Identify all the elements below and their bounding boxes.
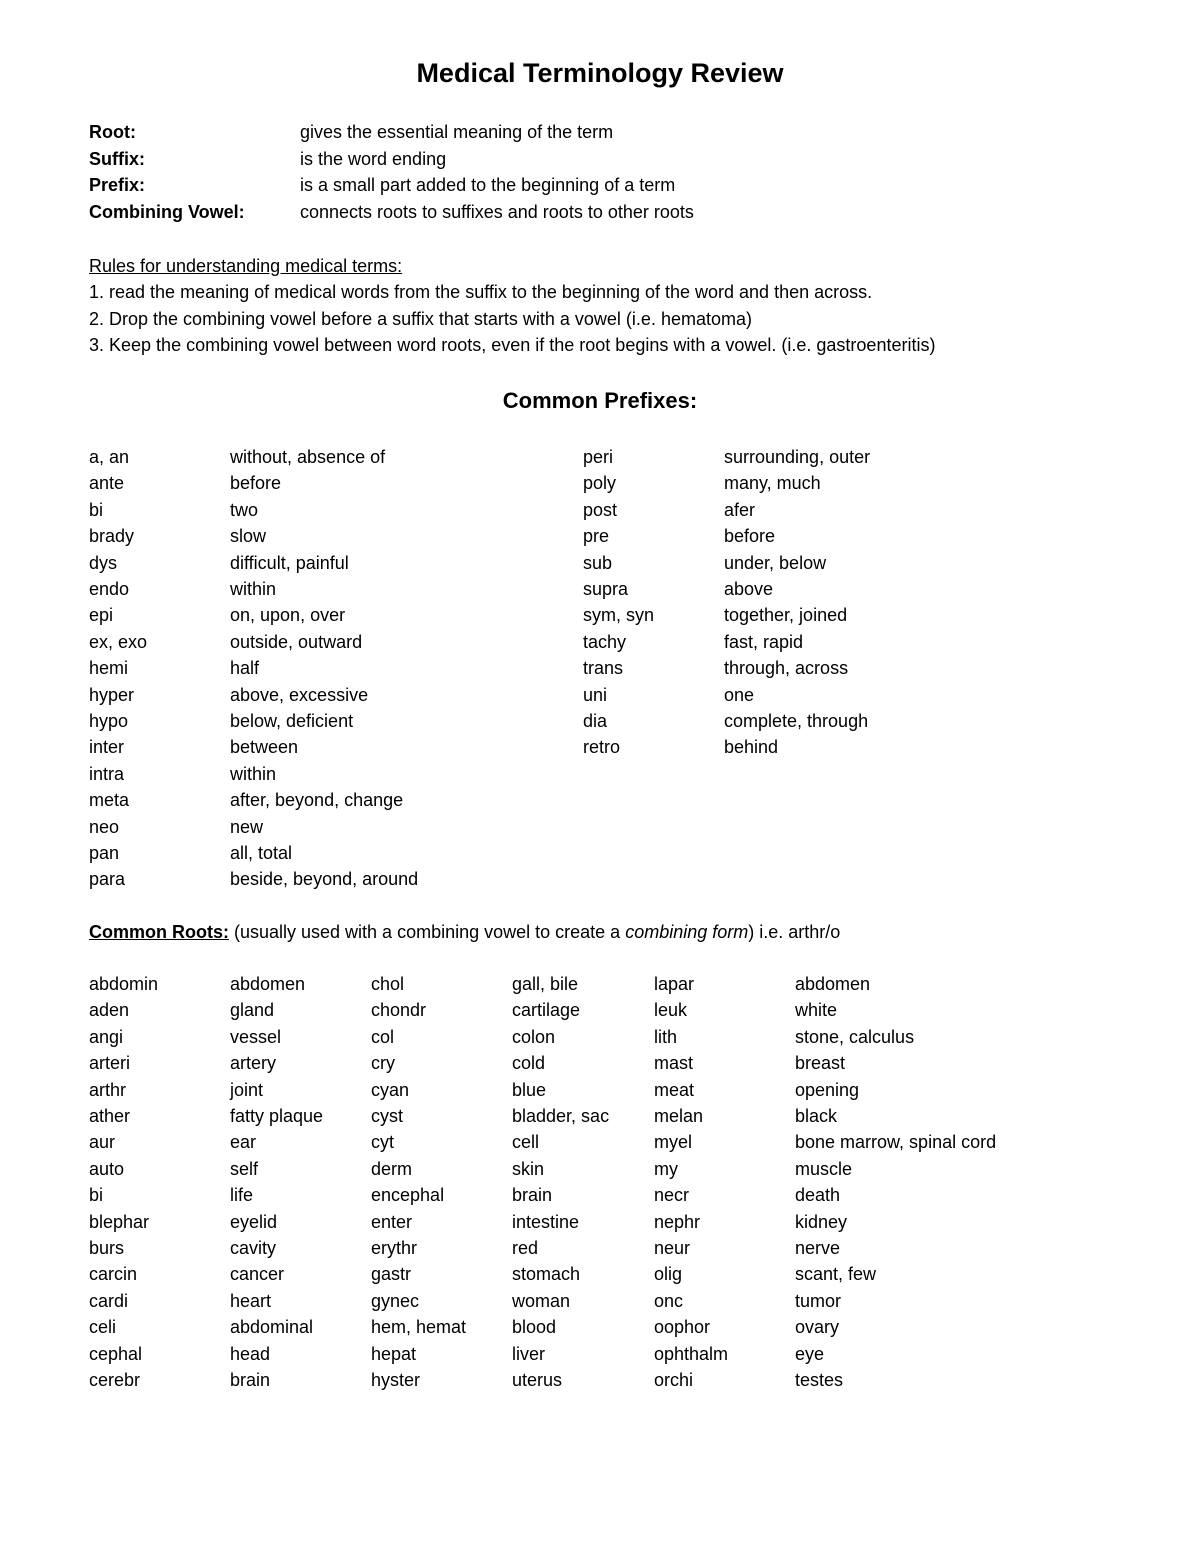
prefix-term: endo	[89, 579, 130, 599]
root-meaning: scant, few	[795, 1264, 877, 1285]
root-term: chondr	[371, 1000, 427, 1021]
root-term: bi	[89, 1185, 104, 1206]
root-meaning: eye	[795, 1343, 825, 1364]
root-meaning: kidney	[795, 1211, 848, 1232]
rules-heading: Rules for understanding medical terms:	[89, 256, 403, 276]
root-meaning: red	[512, 1238, 539, 1258]
prefix-term: bi	[89, 499, 104, 520]
root-meaning: nerve	[795, 1238, 841, 1258]
root-term: lith	[654, 1026, 678, 1047]
root-term: ather	[89, 1106, 131, 1126]
definition-meaning: is the word ending	[300, 148, 447, 169]
root-term: necr	[654, 1185, 690, 1206]
root-meaning: white	[795, 1000, 838, 1021]
prefix-meaning: together, joined	[724, 605, 848, 626]
root-meaning: head	[230, 1343, 271, 1364]
root-meaning: muscle	[795, 1158, 853, 1179]
page-title: Medical Terminology Review	[416, 58, 784, 88]
root-term: hem, hemat	[371, 1317, 467, 1338]
prefix-meaning: below, deficient	[230, 711, 354, 731]
prefix-term: peri	[583, 447, 614, 467]
prefix-term: uni	[583, 684, 608, 705]
root-term: derm	[371, 1158, 413, 1179]
root-term: cyan	[371, 1079, 410, 1100]
prefix-term: trans	[583, 658, 624, 679]
root-meaning: bladder, sac	[512, 1106, 610, 1126]
prefix-meaning: surrounding, outer	[724, 447, 871, 467]
prefix-term: poly	[583, 473, 617, 494]
root-meaning: blood	[512, 1317, 557, 1338]
root-term: meat	[654, 1079, 695, 1100]
root-term: cyst	[371, 1106, 404, 1126]
root-meaning: black	[795, 1106, 838, 1126]
prefix-term: para	[89, 869, 126, 890]
prefix-term: hemi	[89, 658, 129, 679]
definition-meaning: is a small part added to the beginning of a term	[300, 175, 676, 195]
prefix-meaning: behind	[724, 737, 779, 758]
roots-heading: Common Roots:	[89, 922, 229, 942]
roots-note-before: (usually used with a combining vowel to create a	[228, 922, 626, 942]
roots-heading-line	[89, 921, 840, 943]
definition-meaning: gives the essential meaning of the term	[300, 122, 614, 142]
prefix-meaning: before	[724, 526, 776, 547]
prefix-meaning: many, much	[724, 473, 821, 494]
root-meaning: brain	[512, 1185, 553, 1206]
prefix-meaning: fast, rapid	[724, 631, 804, 652]
definition-term: Root:	[89, 122, 136, 142]
root-term: arteri	[89, 1053, 131, 1074]
prefix-meaning: all, total	[230, 843, 293, 863]
prefix-term: hyper	[89, 684, 135, 705]
rule-item: 3. Keep the combining vowel between word roots, even if the root begins with a vowel. (i.e. gastroenteritis)	[89, 335, 936, 355]
root-meaning: self	[230, 1158, 259, 1179]
root-term: burs	[89, 1238, 125, 1258]
prefix-meaning: before	[230, 473, 282, 494]
root-meaning: opening	[795, 1079, 860, 1100]
prefix-meaning: on, upon, over	[230, 605, 346, 626]
definition-term: Combining Vowel:	[89, 201, 245, 222]
root-term: lapar	[654, 974, 695, 994]
root-term: cry	[371, 1053, 395, 1074]
root-meaning: colon	[512, 1026, 556, 1047]
root-term: encephal	[371, 1185, 445, 1206]
prefix-meaning: half	[230, 658, 260, 679]
prefix-term: meta	[89, 790, 130, 811]
prefix-term: retro	[583, 737, 621, 758]
root-term: cardi	[89, 1290, 129, 1311]
prefix-meaning: without, absence of	[230, 447, 386, 467]
root-term: aden	[89, 1000, 130, 1021]
root-term: ophthalm	[654, 1343, 729, 1364]
prefix-meaning: afer	[724, 499, 756, 520]
root-term: cerebr	[89, 1370, 141, 1390]
prefix-meaning: one	[724, 684, 755, 705]
root-meaning: fatty plaque	[230, 1106, 324, 1126]
root-term: my	[654, 1158, 678, 1179]
root-meaning: gall, bile	[512, 974, 579, 994]
prefix-meaning: through, across	[724, 658, 849, 679]
rule-item: 1. read the meaning of medical words from the suffix to the beginning of the word and then across.	[89, 282, 873, 302]
prefix-term: a, an	[89, 447, 130, 467]
root-term: chol	[371, 974, 405, 994]
root-term: melan	[654, 1106, 704, 1126]
root-term: olig	[654, 1264, 683, 1285]
definition-term: Prefix:	[89, 175, 146, 195]
root-term: arthr	[89, 1079, 127, 1100]
root-meaning: tumor	[795, 1290, 842, 1311]
root-meaning: eyelid	[230, 1211, 278, 1232]
root-term: orchi	[654, 1370, 694, 1390]
root-meaning: artery	[230, 1053, 277, 1074]
prefix-meaning: above	[724, 579, 774, 599]
root-meaning: bone marrow, spinal cord	[795, 1132, 997, 1153]
prefix-meaning: under, below	[724, 552, 827, 573]
prefix-term: pan	[89, 843, 120, 863]
prefix-term: sym, syn	[583, 605, 655, 626]
root-meaning: liver	[512, 1343, 546, 1364]
prefix-term: brady	[89, 526, 135, 547]
prefix-meaning: within	[230, 763, 277, 784]
root-term: mast	[654, 1053, 694, 1074]
root-term: leuk	[654, 1000, 688, 1021]
root-meaning: testes	[795, 1370, 844, 1390]
root-term: col	[371, 1026, 395, 1047]
prefix-term: hypo	[89, 711, 129, 731]
root-meaning: cold	[512, 1053, 546, 1074]
root-meaning: abdominal	[230, 1317, 314, 1338]
root-meaning: abdomen	[795, 974, 871, 994]
definition-term: Suffix:	[89, 148, 145, 169]
root-term: angi	[89, 1026, 124, 1047]
root-term: abdomin	[89, 974, 159, 994]
root-term: celi	[89, 1317, 117, 1338]
root-meaning: intestine	[512, 1211, 580, 1232]
prefix-meaning: outside, outward	[230, 631, 363, 652]
root-meaning: cancer	[230, 1264, 285, 1285]
prefix-meaning: difficult, painful	[230, 552, 349, 573]
root-term: nephr	[654, 1211, 701, 1232]
prefix-term: intra	[89, 763, 125, 784]
root-meaning: gland	[230, 1000, 275, 1021]
root-meaning: cartilage	[512, 1000, 581, 1021]
root-term: onc	[654, 1290, 684, 1311]
root-meaning: skin	[512, 1158, 545, 1179]
definition-meaning: connects roots to suffixes and roots to other roots	[300, 201, 694, 222]
root-meaning: ear	[230, 1132, 257, 1153]
prefix-meaning: beside, beyond, around	[230, 869, 419, 890]
prefix-term: inter	[89, 737, 125, 758]
root-term: erythr	[371, 1238, 418, 1258]
prefix-meaning: above, excessive	[230, 684, 369, 705]
root-meaning: uterus	[512, 1370, 563, 1390]
prefix-term: post	[583, 499, 618, 520]
roots-note-italic: combining form	[625, 922, 749, 942]
root-meaning: ovary	[795, 1317, 840, 1338]
root-meaning: vessel	[230, 1026, 282, 1047]
root-meaning: breast	[795, 1053, 846, 1074]
root-meaning: joint	[230, 1079, 264, 1100]
prefix-meaning: after, beyond, change	[230, 790, 404, 811]
prefix-term: ex, exo	[89, 631, 148, 652]
prefix-meaning: complete, through	[724, 711, 869, 731]
root-meaning: brain	[230, 1370, 271, 1390]
prefix-term: neo	[89, 816, 120, 837]
root-meaning: life	[230, 1185, 254, 1206]
prefix-meaning: two	[230, 499, 259, 520]
prefix-term: dys	[89, 552, 118, 573]
prefix-meaning: between	[230, 737, 299, 758]
root-term: neur	[654, 1238, 691, 1258]
prefix-meaning: slow	[230, 526, 267, 547]
root-term: auto	[89, 1158, 125, 1179]
prefix-term: epi	[89, 605, 114, 626]
root-term: hyster	[371, 1370, 421, 1390]
root-term: blephar	[89, 1211, 150, 1232]
root-term: cephal	[89, 1343, 143, 1364]
root-meaning: heart	[230, 1290, 272, 1311]
prefix-term: dia	[583, 711, 608, 731]
root-term: hepat	[371, 1343, 417, 1364]
root-meaning: death	[795, 1185, 841, 1206]
prefix-term: ante	[89, 473, 125, 494]
root-term: enter	[371, 1211, 413, 1232]
root-term: aur	[89, 1132, 116, 1153]
root-term: gynec	[371, 1290, 420, 1311]
prefix-term: tachy	[583, 631, 627, 652]
root-term: myel	[654, 1132, 693, 1153]
prefixes-heading: Common Prefixes:	[502, 388, 698, 413]
root-term: carcin	[89, 1264, 138, 1285]
prefix-term: sub	[583, 552, 613, 573]
root-meaning: cell	[512, 1132, 540, 1153]
prefix-meaning: new	[230, 816, 264, 837]
root-meaning: blue	[512, 1079, 547, 1100]
root-meaning: cavity	[230, 1238, 277, 1258]
prefix-term: supra	[583, 579, 629, 599]
rule-item: 2. Drop the combining vowel before a suffix that starts with a vowel (i.e. hematoma)	[89, 308, 752, 329]
root-meaning: stone, calculus	[795, 1026, 915, 1047]
root-term: gastr	[371, 1264, 412, 1285]
root-term: oophor	[654, 1317, 711, 1338]
roots-note-after: ) i.e. arthr/o	[748, 922, 841, 942]
root-meaning: stomach	[512, 1264, 581, 1285]
prefix-meaning: within	[230, 579, 277, 599]
root-term: cyt	[371, 1132, 395, 1153]
prefix-term: pre	[583, 526, 610, 547]
root-meaning: woman	[512, 1290, 571, 1311]
root-meaning: abdomen	[230, 974, 306, 994]
